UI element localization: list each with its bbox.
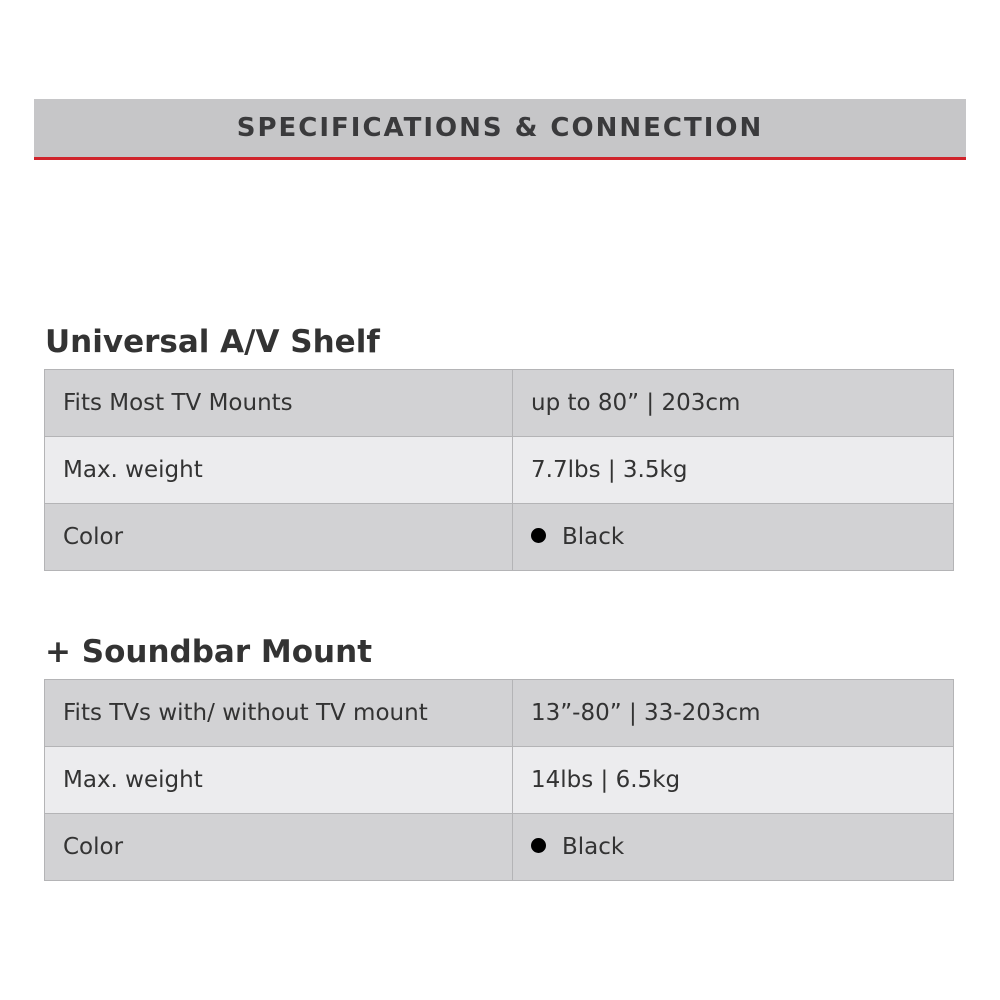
page-title: SPECIFICATIONS & CONNECTION — [236, 113, 764, 143]
spec-label: Color — [45, 814, 513, 881]
spec-label: Color — [45, 504, 513, 571]
table-row — [45, 437, 954, 504]
table-row — [45, 747, 954, 814]
section-heading-soundbar-mount: + Soundbar Mount — [45, 634, 373, 670]
table-row — [45, 680, 954, 747]
section-heading-av-shelf: Universal A/V Shelf — [45, 324, 380, 360]
table-row — [45, 814, 954, 881]
spec-value: 14lbs | 6.5kg — [513, 747, 954, 814]
color-name: Black — [562, 834, 625, 860]
table-row — [45, 370, 954, 437]
spec-label: Fits TVs with/ without TV mount — [45, 680, 513, 747]
spec-label: Max. weight — [45, 437, 513, 504]
color-swatch-icon — [531, 838, 546, 853]
specifications-header-bar — [34, 99, 966, 160]
spec-value: 7.7lbs | 3.5kg — [513, 437, 954, 504]
spec-value-color — [513, 504, 954, 571]
spec-table-av-shelf — [44, 369, 954, 571]
table-row — [45, 504, 954, 571]
spec-value: up to 80” | 203cm — [513, 370, 954, 437]
spec-value-color — [513, 814, 954, 881]
spec-value: 13”-80” | 33-203cm — [513, 680, 954, 747]
color-swatch-icon — [531, 528, 546, 543]
color-name: Black — [562, 524, 625, 550]
spec-table-soundbar-mount — [44, 679, 954, 881]
spec-label: Fits Most TV Mounts — [45, 370, 513, 437]
spec-label: Max. weight — [45, 747, 513, 814]
